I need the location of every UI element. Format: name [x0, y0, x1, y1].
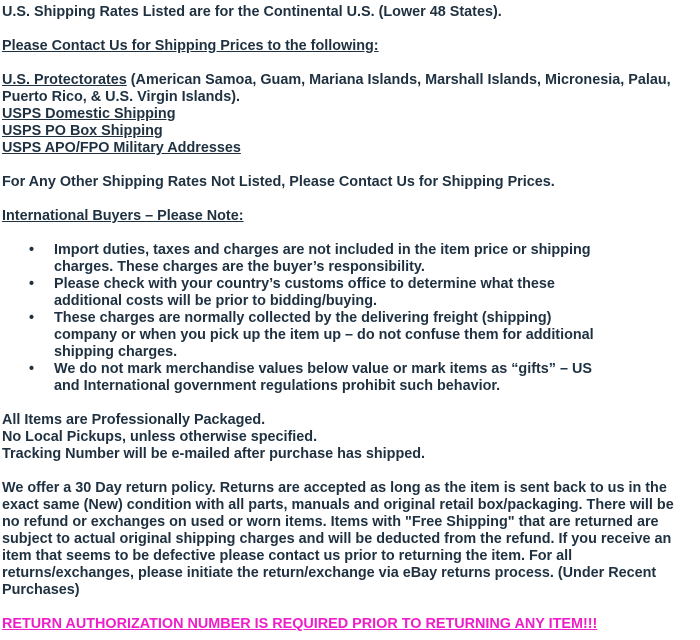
bullet-icon: • — [29, 276, 35, 292]
bullet-icon: • — [29, 310, 35, 326]
bullet-icon: • — [29, 361, 35, 377]
protectorates-list: (American Samoa, Guam, Mariana Islands, Marshall Islands, Micronesia, Palau, Puerto Rico, & U.S. Virgin Islands). — [2, 72, 671, 105]
bullet-icon: • — [29, 242, 35, 258]
list-item — [2, 242, 599, 276]
usps-po-box-link[interactable]: USPS PO Box Shipping — [2, 123, 163, 139]
list-item-text: These charges are normally collected by the delivering freight (shipping) company or when you pick up the item up – do not confuse them for additional shipping charges. — [54, 310, 594, 360]
list-item — [2, 276, 599, 310]
list-item-text: Please check with your country’s customs office to determine what these additional costs will be prior to bidding/buying. — [54, 276, 555, 309]
list-item — [2, 361, 599, 395]
usps-domestic-link[interactable]: USPS Domestic Shipping — [2, 106, 176, 122]
protectorates-paragraph — [2, 72, 694, 106]
tracking-note: Tracking Number will be e-mailed after purchase has shipped. — [2, 446, 426, 462]
other-rates-note: For Any Other Shipping Rates Not Listed, Please Contact Us for Shipping Prices. — [2, 174, 555, 190]
international-notes-list — [2, 242, 694, 395]
return-policy: We offer a 30 Day return policy. Returns are accepted as long as the item is sent back to us in the exact same (New) condition with all parts, manuals and original retail box/packaging. There will be no refund or exchanges on used or worn items. Items with "Free Shipping" that are returned are subject to actual original shipping charges and will be deducted from the refund. If you receive an item that seems to be defective please contact us prior to returning the item. For all returns/exchanges, please initiate the return/exchange via eBay returns process. (Under Recent Purchases) — [2, 480, 674, 598]
pickup-note: No Local Pickups, unless otherwise specified. — [2, 429, 318, 445]
list-item — [2, 310, 599, 361]
return-authorization-notice: RETURN AUTHORIZATION NUMBER IS REQUIRED PRIOR TO RETURNING ANY ITEM!!! — [2, 616, 598, 632]
list-item-text: We do not mark merchandise values below value or mark items as “gifts” – US and International government regulations prohibit such behavior. — [54, 361, 592, 394]
usps-military-link[interactable]: USPS APO/FPO Military Addresses — [2, 140, 241, 156]
continental-note: U.S. Shipping Rates Listed are for the Continental U.S. (Lower 48 States). — [2, 4, 502, 20]
contact-heading: Please Contact Us for Shipping Prices to the following: — [2, 38, 379, 54]
protectorates-link[interactable]: U.S. Protectorates — [2, 72, 127, 88]
packaging-note: All Items are Professionally Packaged. — [2, 412, 266, 428]
list-item-text: Import duties, taxes and charges are not included in the item price or shipping charges. These charges are the buyer’s responsibility. — [54, 242, 591, 275]
international-heading: International Buyers – Please Note: — [2, 208, 244, 224]
